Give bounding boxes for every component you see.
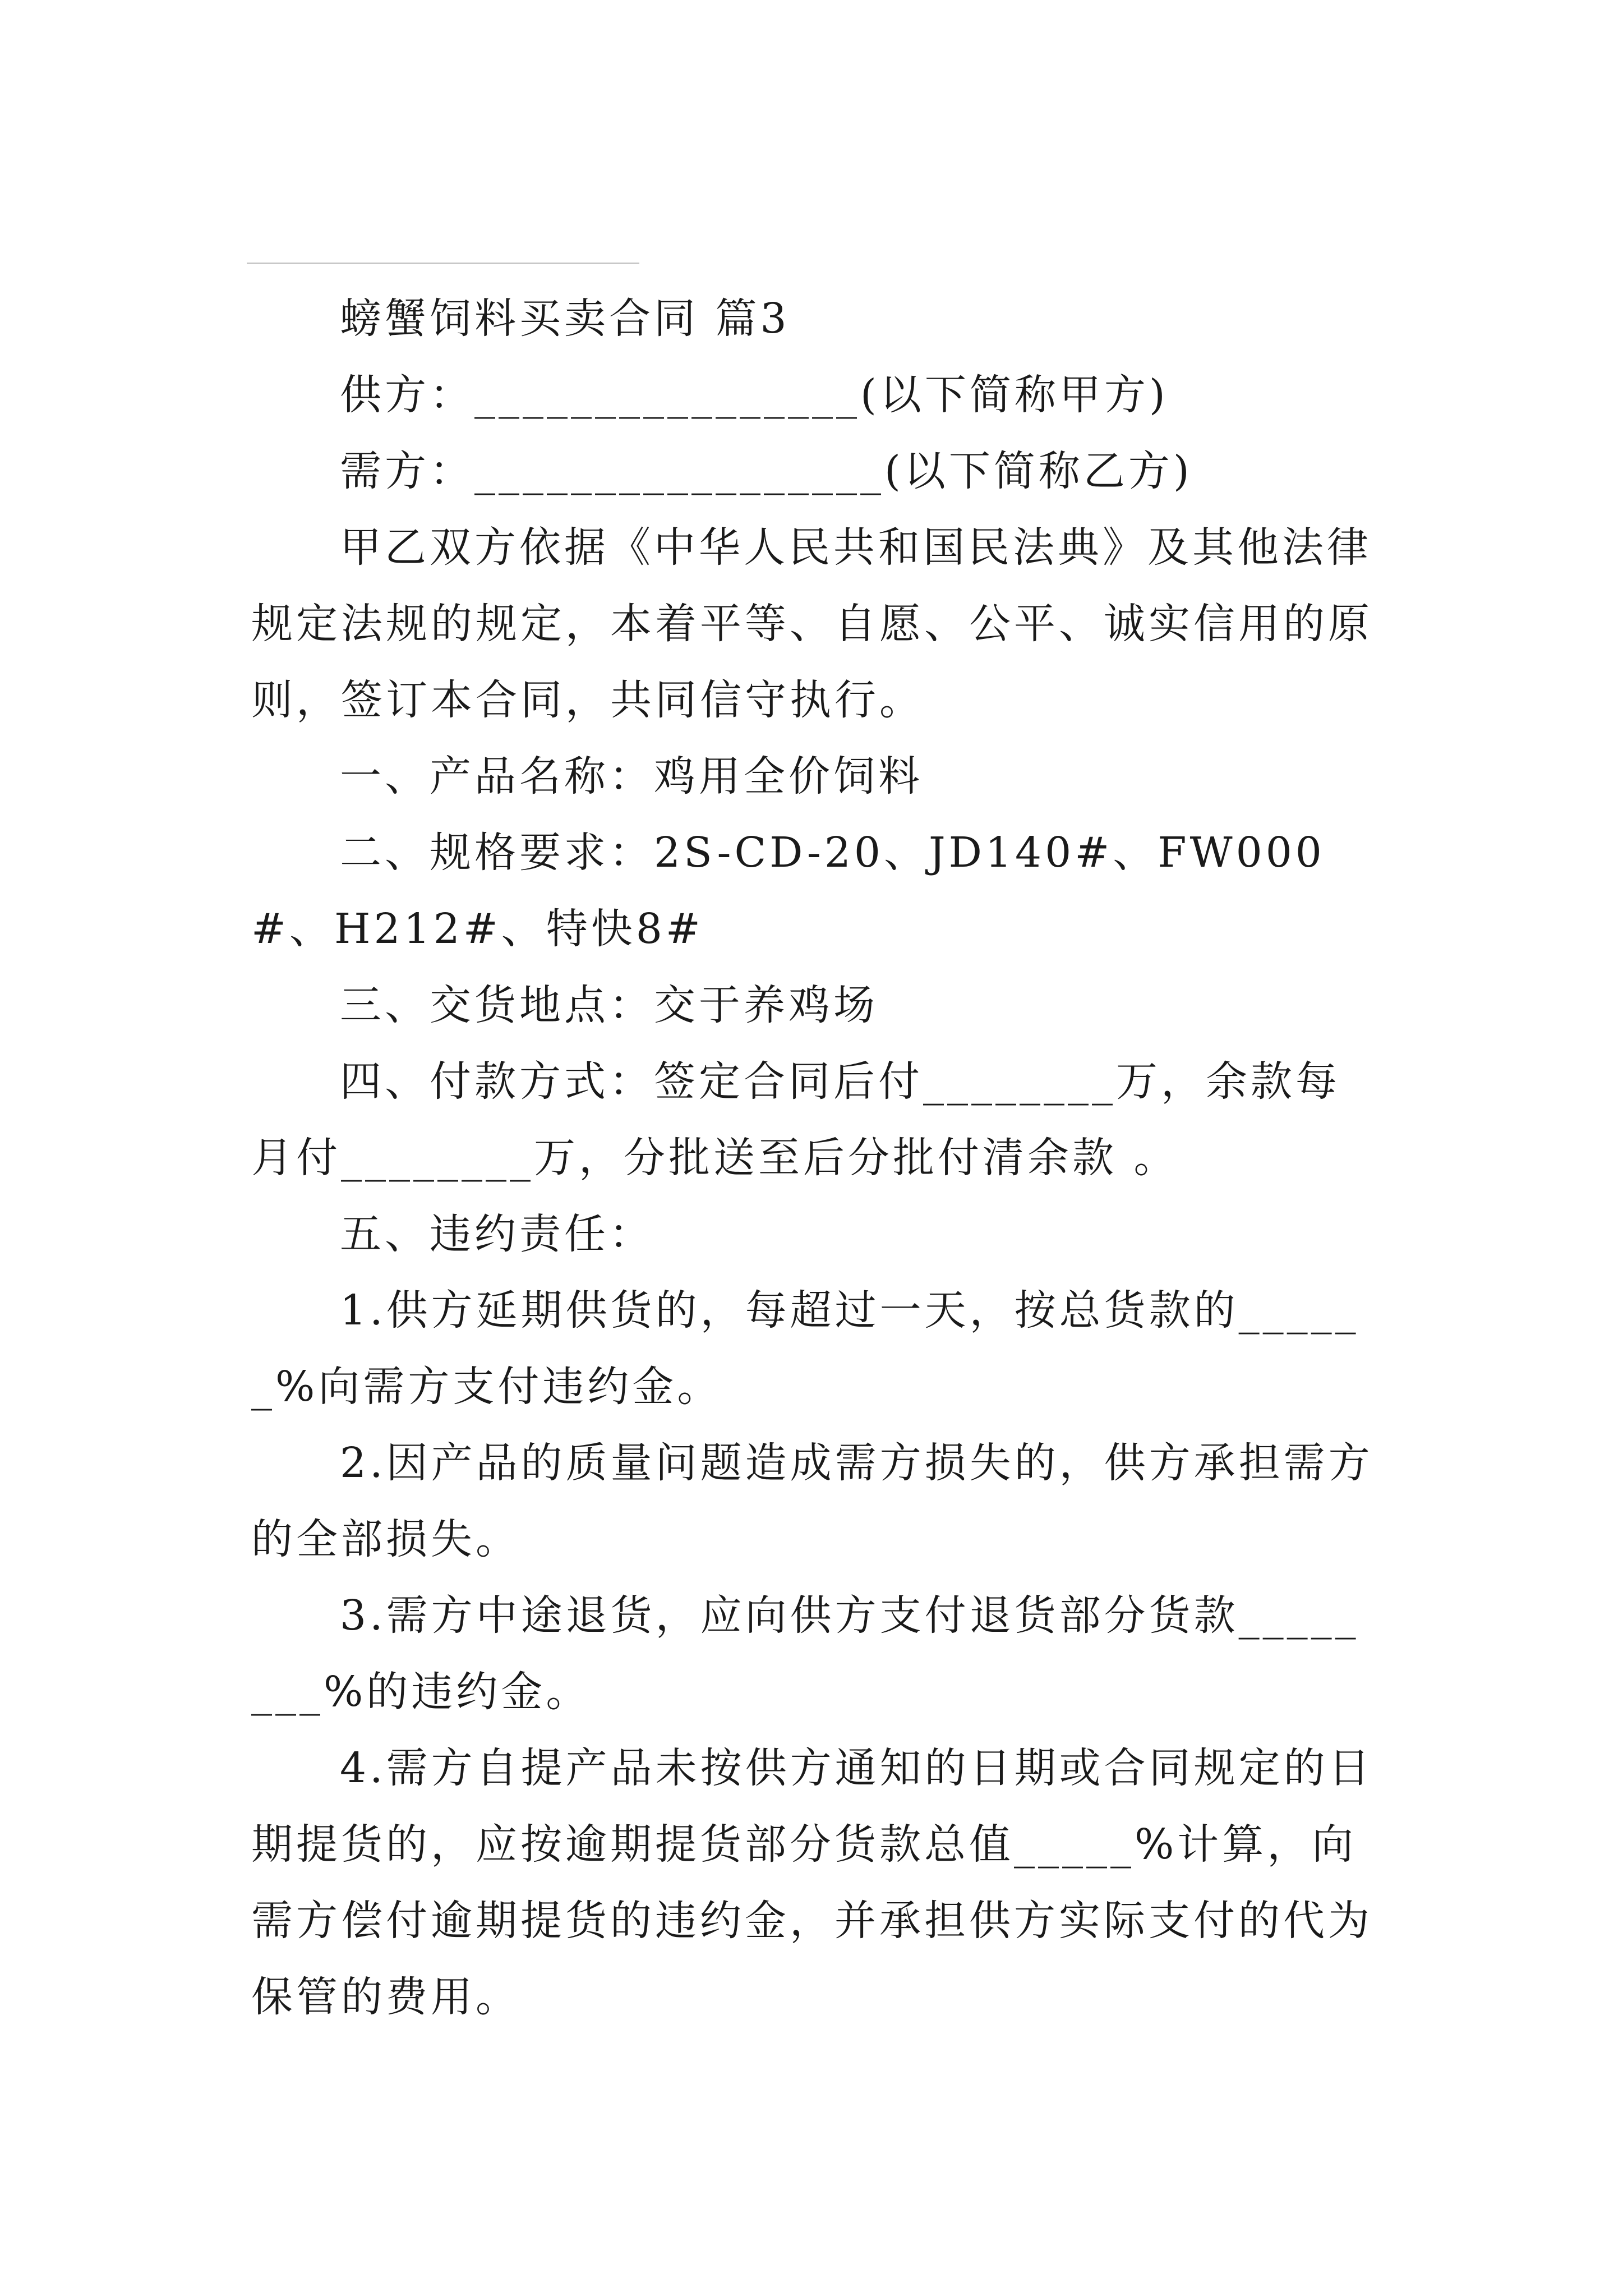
document-body [251,280,1378,2035]
clause-payment-terms: 四、付款方式：签定合同后付________万，余款每月付________万，分批送至后分批付清余款 。 [251,1057,1340,1182]
liability-item-1: 1.供方延期供货的，每超过一天，按总货款的______%向需方支付违约金。 [251,1286,1359,1411]
document-title: 螃蟹饲料买卖合同 篇3 [340,295,790,343]
clause-specifications: 二、规格要求：2S-CD-20、JD140#、FW000#、H212#、特快8# [251,829,1325,953]
clause-delivery-location: 三、交货地点：交于养鸡场 [340,981,878,1029]
preamble-paragraph: 甲乙双方依据《中华人民共和国民法典》及其他法律规定法规的规定，本着平等、自愿、公平、诚实信用的原则，签订本合同，共同信守执行。 [251,523,1373,724]
liability-item-2: 2.因产品的质量问题造成需方损失的，供方承担需方的全部损失。 [251,1439,1373,1563]
liability-item-4: 4.需方自提产品未按供方通知的日期或合同规定的日期提货的，应按逾期提货部分货款总值_____%计算，向需方偿付逾期提货的违约金，并承担供方实际支付的代为保管的费用。 [251,1744,1373,2021]
liability-item-3: 3.需方中途退货，应向供方支付退货部分货款________%的违约金。 [251,1591,1359,1716]
header-divider [247,263,639,264]
clause-product-name: 一、产品名称：鸡用全价饲料 [340,752,923,800]
supplier-line: 供方：________________(以下简称甲方) [340,371,1169,419]
buyer-line: 需方：_________________(以下简称乙方) [340,447,1193,495]
clause-liability-heading: 五、违约责任： [340,1210,654,1258]
